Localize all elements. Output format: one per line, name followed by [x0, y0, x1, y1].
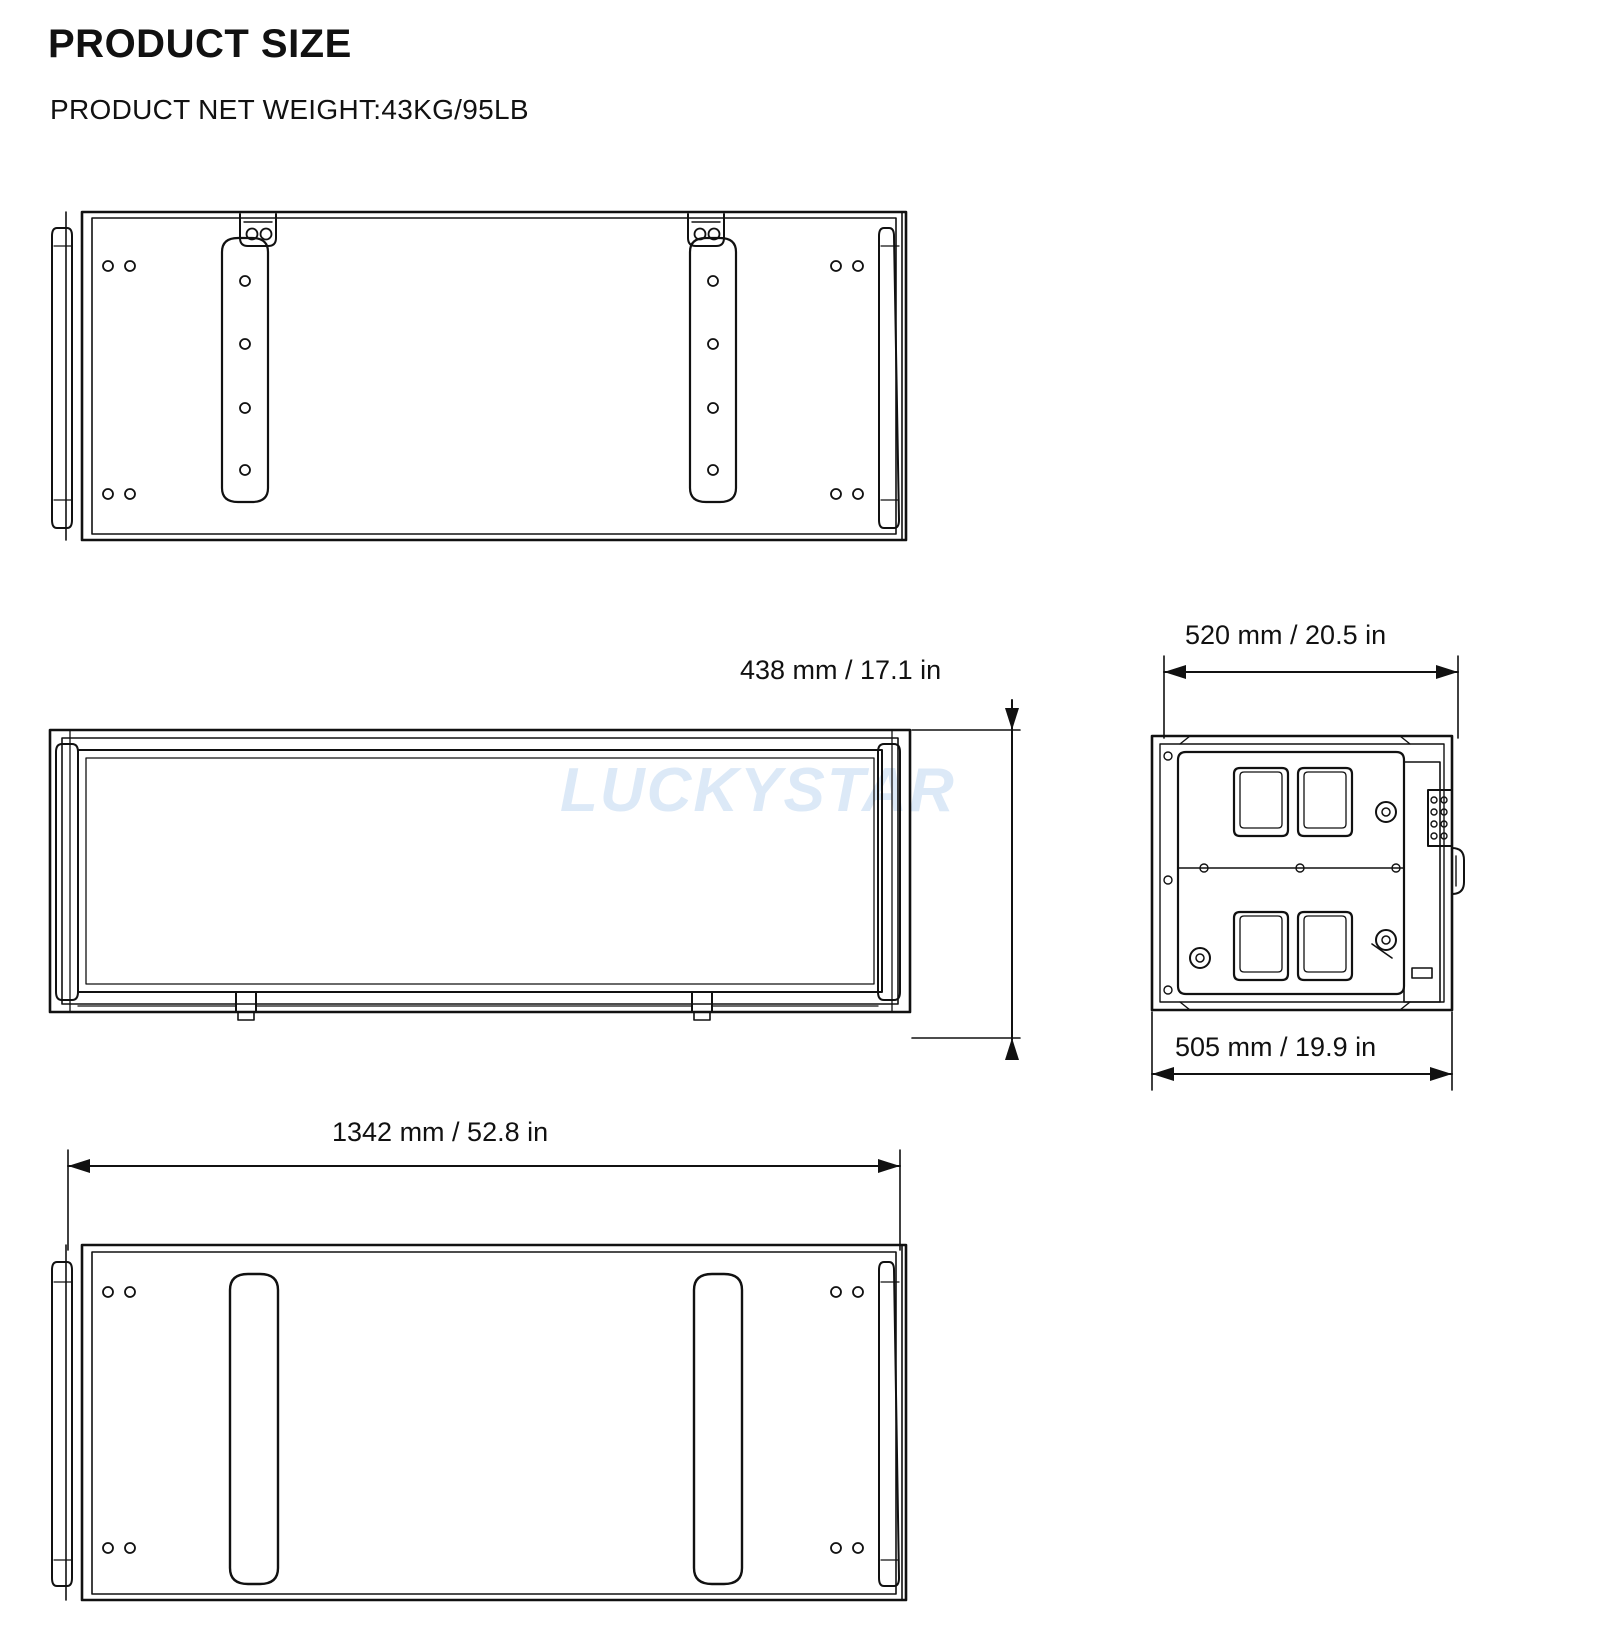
dimension-width-520 — [1164, 656, 1458, 738]
view-front — [50, 730, 910, 1020]
dimension-label-depth-bottom: 505 mm / 19.9 in — [1175, 1032, 1377, 1062]
view-side — [1152, 736, 1464, 1010]
net-weight-label: PRODUCT NET WEIGHT:43KG/95LB — [50, 94, 529, 125]
dimension-length-1342 — [68, 1150, 900, 1250]
dimension-label-length: 1342 mm / 52.8 in — [332, 1117, 549, 1147]
dimension-label-depth: 438 mm / 17.1 in — [740, 655, 942, 685]
dimension-depth-438 — [912, 700, 1020, 1060]
page-title: PRODUCT SIZE — [48, 22, 352, 66]
dimension-label-width: 520 mm / 20.5 in — [1185, 620, 1387, 650]
watermark: LUCKYSTAR — [560, 756, 956, 825]
view-bottom — [52, 1245, 906, 1600]
view-top — [52, 212, 906, 540]
